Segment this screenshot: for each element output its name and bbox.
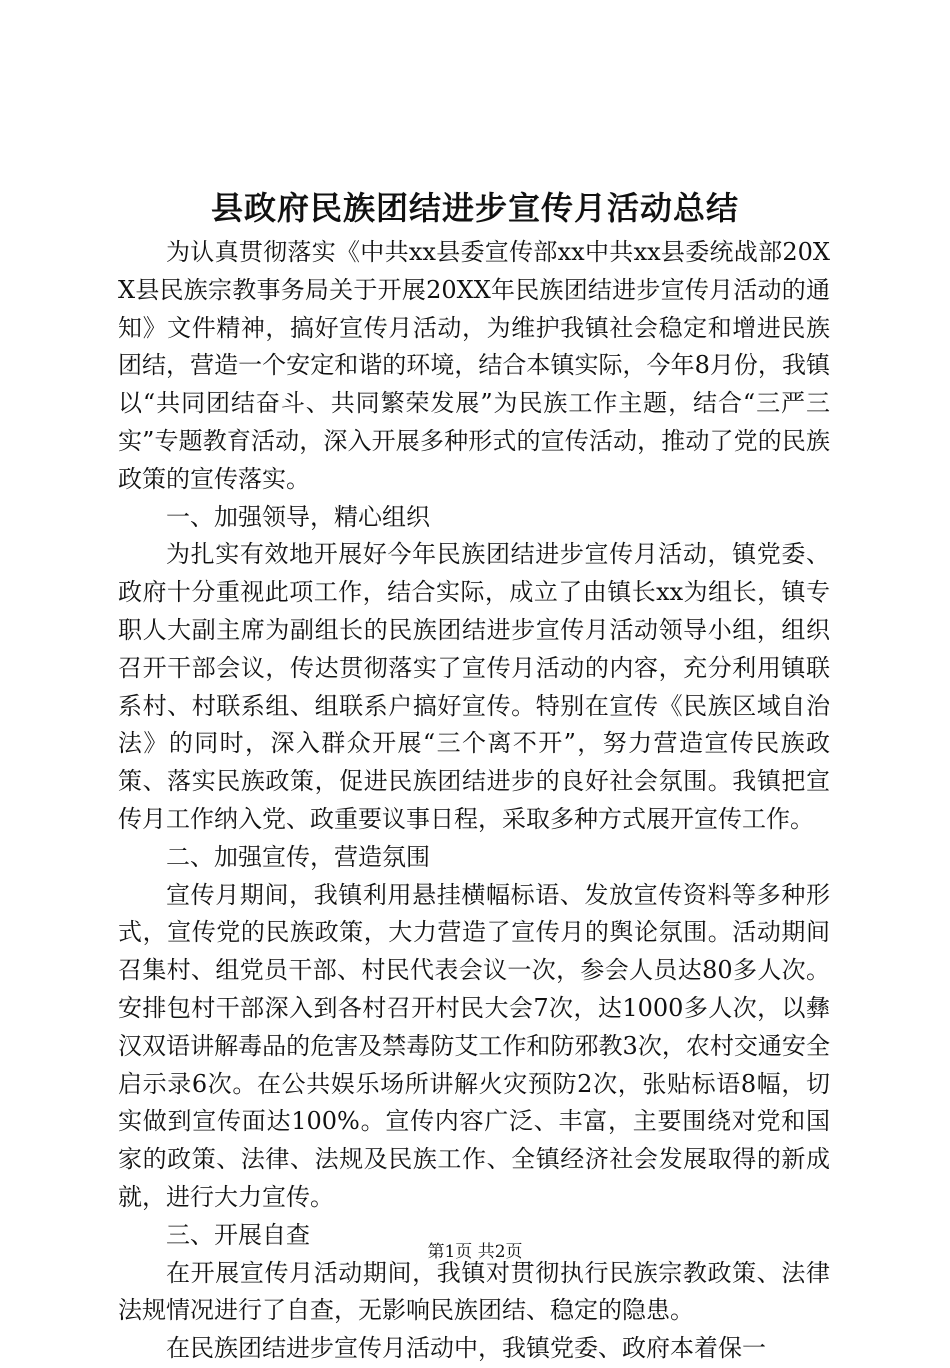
- section-3-paragraph: 在开展宣传月活动期间，我镇对贯彻执行民族宗教政策、法律法规情况进行了自查，无影响民族团结、稳定的隐患。: [118, 1258, 830, 1325]
- document-body: [118, 234, 830, 1368]
- section-1-paragraph: 为扎实有效地开展好今年民族团结进步宣传月活动，镇党委、政府十分重视此项工作，结合实际，成立了由镇长xx为组长，镇专职人大副主席为副组长的民族团结进步宣传月活动领导小组，组织召开干部会议，传达贯彻落实了宣传月活动的内容，充分利用镇联系村、村联系组、组联系户搞好宣传。特别在宣传《民族区域自治法》的同时，深入群众开展“三个离不开”，努力营造宣传民族政策、落实民族政策，促进民族团结进步的良好社会氛围。我镇把宣传月工作纳入党、政重要议事日程，采取多种方式展开宣传工作。: [118, 540, 830, 833]
- closing-paragraph: 在民族团结进步宣传月活动中，我镇党委、政府本着保一: [166, 1334, 766, 1363]
- document-title: 县政府民族团结进步宣传月活动总结: [210, 189, 739, 227]
- intro-paragraph: 为认真贯彻落实《中共xx县委宣传部xx中共xx县委统战部20XX县民族宗教事务局关于开展20XX年民族团结进步宣传月活动的通知》文件精神，搞好宣传月活动，为维护我镇社会稳定和增进民族团结，营造一个安定和谐的环境，结合本镇实际，今年8月份，我镇以“共同团结奋斗、共同繁荣发展”为民族工作主题，结合“三严三实”专题教育活动，深入开展多种形式的宣传活动，推动了党的民族政策的宣传落实。: [118, 238, 830, 493]
- section-2-paragraph: 宣传月期间，我镇利用悬挂横幅标语、发放宣传资料等多种形式，宣传党的民族政策，大力营造了宣传月的舆论氛围。活动期间召集村、组党员干部、村民代表会议一次，参会人员达80多人次。安排包村干部深入到各村召开村民大会7次，达1000多人次，以彝汉双语讲解毒品的危害及禁毒防艾工作和防邪教3次，农村交通安全启示录6次。在公共娱乐场所讲解火灾预防2次，张贴标语8幅，切实做到宣传面达100%。宣传内容广泛、丰富，主要围绕对党和国家的政策、法律、法规及民族工作、全镇经济社会发展取得的新成就，进行大力宣传。: [118, 880, 830, 1211]
- section-heading-2: 二、加强宣传，营造氛围: [166, 842, 430, 871]
- page-number-footer: 第1页 共2页: [427, 1242, 523, 1262]
- section-heading-1: 一、加强领导，精心组织: [166, 502, 430, 531]
- section-heading-3: 三、开展自查: [166, 1220, 310, 1249]
